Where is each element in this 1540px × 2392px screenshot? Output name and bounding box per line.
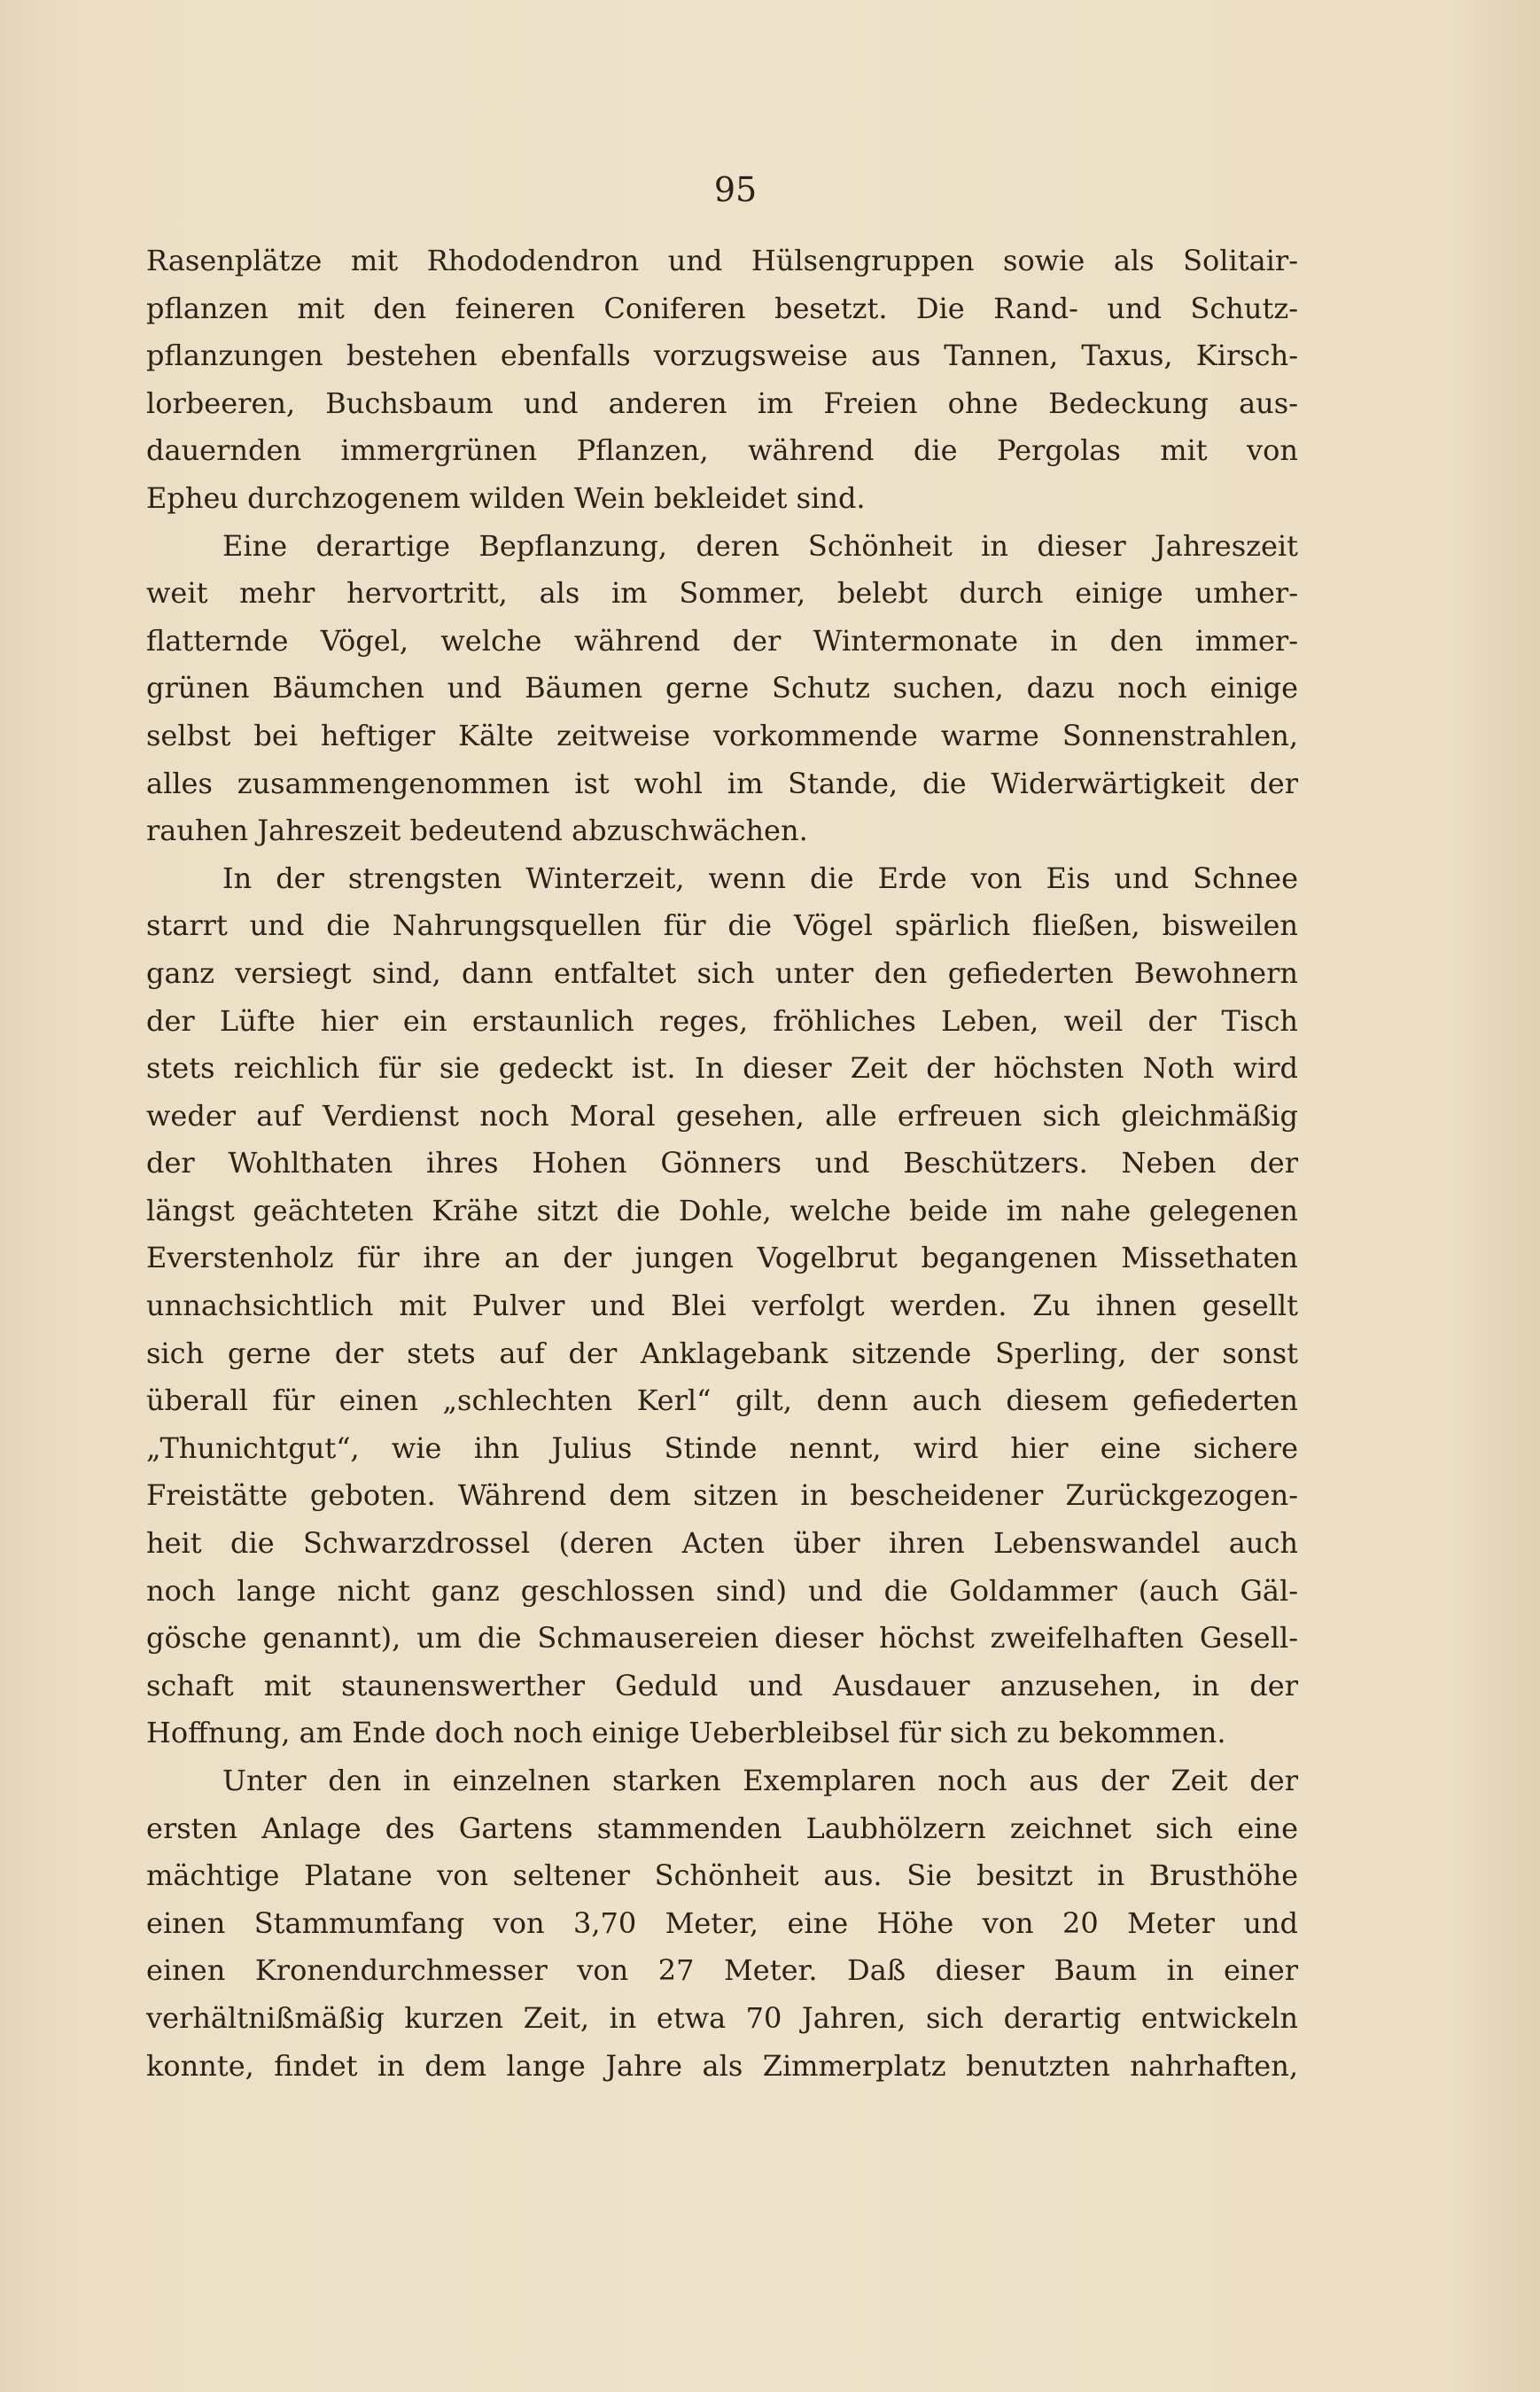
- text-line: der Wohlthaten ihres Hohen Gönners und Beschützers. Neben der: [146, 1146, 1298, 1180]
- text-line: weit mehr hervortritt, als im Sommer, belebt durch einige umher-: [146, 576, 1298, 611]
- text-line: ersten Anlage des Gartens stammenden Laubhölzern zeichnet sich eine: [146, 1811, 1298, 1845]
- text-line: konnte, findet in dem lange Jahre als Zimmerplatz benutzten nahrhaften,: [146, 2048, 1298, 2083]
- text-line: Rasenplätze mit Rhododendron und Hülsengruppen sowie als Solitair-: [146, 244, 1298, 277]
- text-line: Freistätte geboten. Während dem sitzen in bescheidener Zurückgezogen-: [146, 1478, 1298, 1513]
- text-line: Epheu durchzogenem wilden Wein bekleidet sind.: [146, 480, 866, 515]
- text-line: überall für einen „schlechten Kerl“ gilt, denn auch diesem gefiederten: [146, 1383, 1298, 1418]
- text-line: In der strengsten Winterzeit, wenn die Erde von Eis und Schnee: [222, 861, 1298, 895]
- body-text: [146, 238, 1298, 2090]
- text-line: schaft mit staunenswerther Geduld und Ausdauer anzusehen, in der: [146, 1668, 1298, 1702]
- text-line: flatternde Vögel, welche während der Wintermonate in den immer-: [146, 623, 1298, 658]
- text-line: noch lange nicht ganz geschlossen sind) und die Goldammer (auch Gäl-: [146, 1573, 1298, 1608]
- text-line: grünen Bäumchen und Bäumen gerne Schutz suchen, dazu noch einige: [146, 671, 1298, 705]
- text-line: „Thunichtgut“, wie ihn Julius Stinde nennt, wird hier eine sichere: [146, 1430, 1298, 1465]
- text-line: lorbeeren, Buchsbaum und anderen im Freien ohne Bedeckung aus-: [146, 386, 1298, 420]
- text-line: göschе genannt), um die Schmausereien dieser höchst zweifelhaften Gesell-: [146, 1621, 1298, 1656]
- text-line: der Lüfte hier ein erstaunlich reges, fröhliches Leben, weil der Tisch: [146, 1003, 1298, 1038]
- text-line: pflanzen mit den feineren Coniferen besetzt. Die Rand- und Schutz-: [146, 291, 1298, 325]
- text-line: stets reichlich für sie gedeckt ist. In dieser Zeit der höchsten Noth wird: [146, 1051, 1298, 1086]
- text-line: Everstenholz für ihre an der jungen Vogelbrut begangenen Missethaten: [146, 1241, 1298, 1275]
- text-line: einen Stammumfang von 3,70 Meter, eine Höhe von 20 Meter und: [146, 1905, 1298, 1940]
- text-line: Eine derartige Bepflanzung, deren Schönheit in dieser Jahreszeit: [222, 528, 1298, 563]
- text-line: dauernden immergrünen Pflanzen, während die Pergolas mit von: [146, 433, 1298, 468]
- page-number: 95: [713, 170, 758, 209]
- text-line: alles zusammengenommen ist wohl im Stande, die Widerwärtigkeit der: [146, 766, 1298, 800]
- text-line: mächtige Platane von seltener Schönheit aus. Sie besitzt in Brusthöhe: [146, 1858, 1298, 1893]
- text-line: Unter den in einzelnen starken Exemplaren noch aus der Zeit der: [222, 1764, 1298, 1797]
- text-line: längst geächteten Krähe sitzt die Dohle, welche beide im nahe gelegenen: [146, 1193, 1298, 1227]
- text-line: verhältnißmäßig kurzen Zeit, in etwa 70 Jahren, sich derartig entwickeln: [146, 2000, 1298, 2035]
- text-line: sich gerne der stets auf der Anklagebank sitzende Sperling, der sonst: [146, 1336, 1298, 1370]
- text-line: pflanzungen bestehen ebenfalls vorzugsweise aus Tannen, Taxus, Kirsch-: [146, 339, 1298, 373]
- text-line: heit die Schwarzdrossel (deren Acten über ihren Lebenswandel auch: [146, 1526, 1298, 1561]
- text-line: ganz versiegt sind, dann entfaltet sich unter den gefiederten Bewohnern: [146, 955, 1298, 990]
- text-line: Hoffnung, am Ende doch noch einige Ueberbleibsel für sich zu bekommen.: [146, 1716, 1226, 1750]
- text-line: starrt und die Nahrungsquellen für die Vögel spärlich fließen, bisweilen: [146, 908, 1298, 943]
- text-line: rauhen Jahreszeit bedeutend abzuschwächen.: [146, 814, 808, 848]
- text-line: weder auf Verdienst noch Moral gesehen, alle erfreuen sich gleichmäßig: [146, 1098, 1298, 1133]
- text-line: selbst bei heftiger Kälte zeitweise vorkommende warme Sonnenstrahlen,: [146, 718, 1298, 752]
- text-line: einen Kronendurchmesser von 27 Meter. Daß dieser Baum in einer: [146, 1953, 1298, 1988]
- text-line: unnachsichtlich mit Pulver und Blei verfolgt werden. Zu ihnen gesellt: [146, 1289, 1298, 1323]
